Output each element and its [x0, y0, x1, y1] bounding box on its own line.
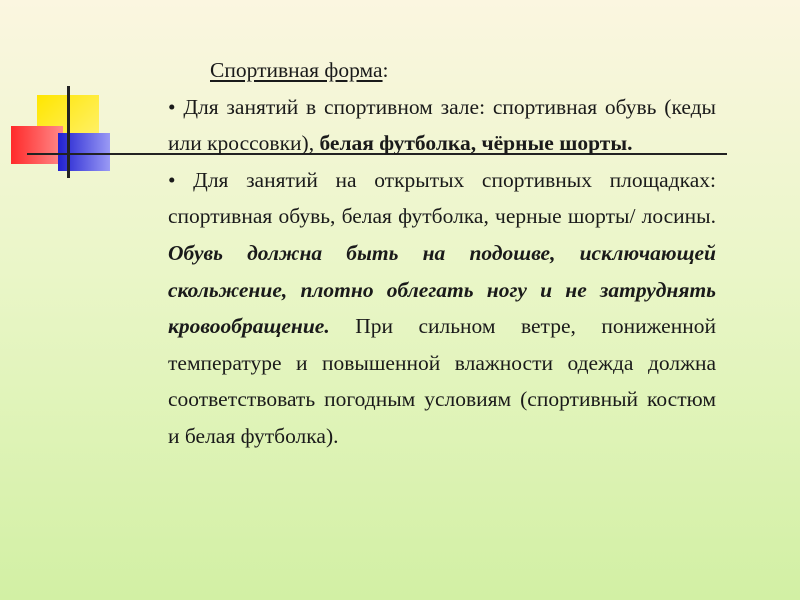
slide-content [168, 52, 716, 455]
paragraph-outdoor-text-2: При сильном ветре, пониженной температуре и повышенной влажности одежда должна соответствовать погодным условиям (спортивный костюм и белая футболка). [168, 314, 716, 448]
vertical-line [67, 86, 70, 178]
heading-colon: : [382, 58, 389, 82]
red-square [11, 126, 63, 164]
blue-square [58, 133, 110, 171]
paragraph-outdoor-emphasis: Обувь должна быть на подошве, исключающей скольжение, плотно облегать ногу и не затруднять кровообращение. [168, 240, 716, 339]
decorative-squares [0, 0, 160, 190]
slide-heading: Спортивная форма [210, 58, 383, 82]
paragraph-gym [168, 89, 716, 162]
paragraph-gym-bold: белая футболка, чёрные шорты. [319, 131, 633, 156]
paragraph-outdoor [168, 162, 716, 455]
bullet: • [168, 167, 194, 192]
paragraph-outdoor-text: Для занятий на открытых спортивных площадках: спортивная обувь, белая футболка, черные шорты/ лосины. [168, 167, 716, 229]
slide-heading-row [168, 52, 716, 89]
bullet: • [168, 94, 184, 119]
paragraph-gym-text: Для занятий в спортивном зале: спортивная обувь (кеды или кроссовки), [168, 94, 716, 156]
